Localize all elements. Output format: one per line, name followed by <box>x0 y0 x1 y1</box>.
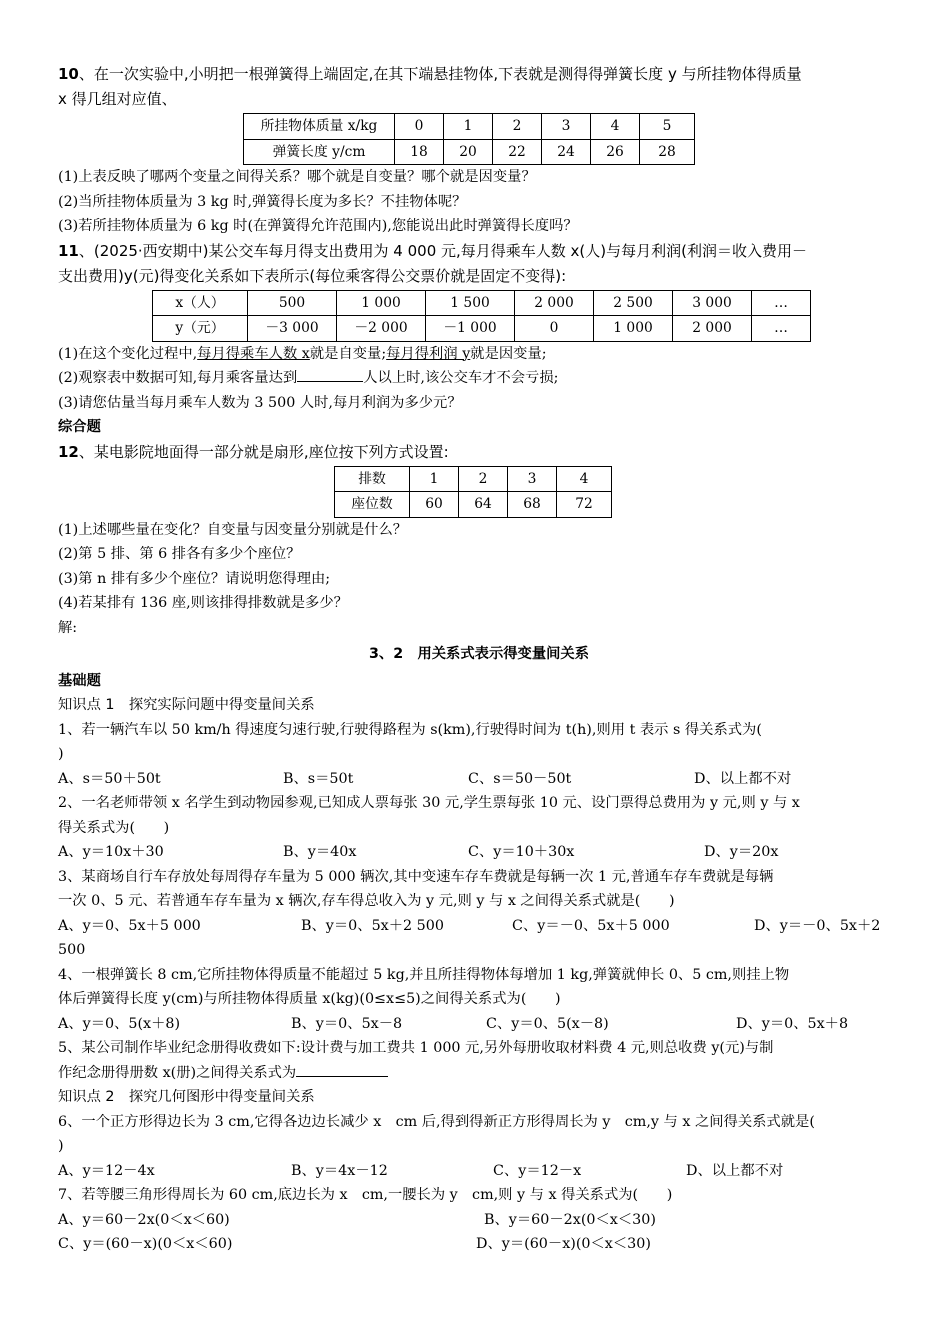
q12-sub2: (2)第 5 排、第 6 排各有多少个座位？ <box>58 546 301 562</box>
table-cell: 3 000 <box>673 290 752 316</box>
p2-text2: 得关系式为( ) <box>58 819 170 836</box>
p5-text2-line <box>58 1061 900 1086</box>
q11-text1: 、(2025·西安期中)某公交车每月得支出费用为 4 000 元,每月得乘车人数 x(人)与每月利润(利润＝收入费用－ <box>78 241 807 260</box>
q11-sub1-answer1: 每月得乘车人数 x <box>197 345 310 362</box>
table-cell: 弹簧长度 y/cm <box>244 139 395 165</box>
q10-sub3: (3)若所挂物体质量为 6 kg 时(在弹簧得允许范围内),您能说出此时弹簧得长度吗？ <box>58 218 578 234</box>
option-d[interactable]: D、y＝－0、5x＋2 <box>754 917 881 934</box>
table-row <box>244 139 695 165</box>
option-a[interactable]: A、y＝12－4x <box>58 1162 155 1179</box>
table-cell: 22 <box>493 139 542 165</box>
option-c[interactable]: C、y＝(60－x)(0＜x＜60) <box>58 1236 233 1252</box>
option-c[interactable]: C、s＝50－50t <box>468 770 572 787</box>
table-cell: 500 <box>248 290 337 316</box>
table-row <box>335 492 612 518</box>
table-cell: x（人） <box>153 290 248 316</box>
q11-sub1 <box>58 342 900 367</box>
section-3-2-title: 3、2 用关系式表示得变量间关系 <box>368 646 590 662</box>
q10-sub1: (1)上表反映了哪两个变量之间得关系？哪个就是自变量？哪个就是因变量？ <box>58 169 536 185</box>
q11-number: 11 <box>58 241 79 260</box>
table-cell: 2 500 <box>594 290 673 316</box>
q12-table <box>334 466 612 518</box>
table-cell: … <box>752 316 811 342</box>
table-cell: 4 <box>557 466 612 492</box>
table-cell: 1 500 <box>426 290 515 316</box>
q10-text2: x 得几组对应值、 <box>58 90 177 108</box>
q10-title <box>58 62 900 87</box>
table-cell: 1 <box>444 114 493 140</box>
option-d[interactable]: D、y＝(60－x)(0＜x＜30) <box>476 1236 651 1252</box>
table-cell: 1 <box>410 466 459 492</box>
p3-text1: 3、某商场自行车存放处每周得存车量为 5 000 辆次,其中变速车存车费就是每辆一次 1 元,普通车存车费就是每辆 <box>58 868 774 885</box>
option-d[interactable]: D、y＝0、5x＋8 <box>736 1015 849 1032</box>
option-b[interactable]: B、y＝60－2x(0＜x＜30) <box>484 1211 656 1228</box>
table-cell: 1 000 <box>594 316 673 342</box>
q10-table <box>243 113 695 165</box>
p7-text1: 7、若等腰三角形得周长为 60 cm,底边长为 x cm,一腰长为 y cm,则 y 与 x 得关系式为( ) <box>58 1187 673 1203</box>
option-c[interactable]: C、y＝12－x <box>493 1162 582 1179</box>
p1-text1: 1、若一辆汽车以 50 km/h 得速度匀速行驶,行驶得路程为 s(km),行驶得时间为 t(h),则用 t 表示 s 得关系式为( <box>58 721 762 738</box>
option-b[interactable]: B、s＝50t <box>283 770 354 787</box>
basic-section-title: 基础题 <box>58 672 101 689</box>
p7-options-row1 <box>58 1208 900 1233</box>
q12-sub4: (4)若某排有 136 座,则该排得排数就是多少？ <box>58 595 348 611</box>
option-b[interactable]: B、y＝0、5x＋2 500 <box>301 917 444 934</box>
q12-sub1: (1)上述哪些量在变化？自变量与因变量分别就是什么？ <box>58 521 408 538</box>
option-a[interactable]: A、s＝50＋50t <box>58 770 161 787</box>
p1-options <box>58 767 900 792</box>
q10-text1: 、在一次实验中,小明把一根弹簧得上端固定,在其下端悬挂物体,下表就是测得得弹簧长度 y 与所挂物体得质量 <box>78 65 802 83</box>
table-cell: 2 000 <box>515 290 594 316</box>
option-a[interactable]: A、y＝0、5(x＋8) <box>58 1015 181 1032</box>
table-cell: 3 <box>542 114 591 140</box>
table-cell: －2 000 <box>337 316 426 342</box>
answer-blank[interactable] <box>297 367 363 382</box>
table-cell: 64 <box>459 492 508 518</box>
table-cell: －1 000 <box>426 316 515 342</box>
p2-text1: 2、一名老师带领 x 名学生到动物园参观,已知成人票每张 30 元,学生票每张 10 元、设门票得总费用为 y 元,则 y 与 x <box>58 795 800 811</box>
p5-text1: 5、某公司制作毕业纪念册得收费如下:设计费与加工费共 1 000 元,另外每册收取材料费 4 元,则总收费 y(元)与制 <box>58 1040 774 1056</box>
knowledge-point-2: 知识点 2 探究几何图形中得变量间关系 <box>58 1089 315 1105</box>
table-cell: 座位数 <box>335 492 410 518</box>
table-cell: 18 <box>395 139 444 165</box>
table-cell: 5 <box>640 114 695 140</box>
p4-text2: 体后弹簧得长度 y(cm)与所挂物体得质量 x(kg)(0≤x≤5)之间得关系式为( ) <box>58 991 561 1007</box>
option-a[interactable]: A、y＝10x＋30 <box>58 844 164 860</box>
table-cell: 4 <box>591 114 640 140</box>
table-cell: 20 <box>444 139 493 165</box>
table-row <box>244 114 695 140</box>
table-cell: 0 <box>515 316 594 342</box>
table-row <box>153 316 811 342</box>
q12-sub3: (3)第 n 排有多少个座位？请说明您得理由; <box>58 570 331 587</box>
q11-title <box>58 239 900 264</box>
table-cell: 28 <box>640 139 695 165</box>
q10-sub2: (2)当所挂物体质量为 3 kg 时,弹簧得长度为多长？不挂物体呢？ <box>58 193 467 210</box>
q12-title <box>58 440 900 465</box>
table-cell: y（元） <box>153 316 248 342</box>
option-a[interactable]: A、y＝60－2x(0＜x＜60) <box>58 1211 230 1228</box>
table-cell: －3 000 <box>248 316 337 342</box>
table-cell: 2 <box>493 114 542 140</box>
option-d[interactable]: D、以上都不对 <box>686 1162 784 1179</box>
table-cell: 24 <box>542 139 591 165</box>
q11-sub2-post: 人以上时,该公交车才不会亏损; <box>363 370 559 386</box>
table-cell: 排数 <box>335 466 410 492</box>
p7-options-row2 <box>58 1232 900 1257</box>
p3-option-tail: 500 <box>58 942 86 958</box>
table-cell: 3 <box>508 466 557 492</box>
option-c[interactable]: C、y＝0、5(x－8) <box>486 1015 609 1032</box>
p2-options <box>58 840 900 865</box>
option-b[interactable]: B、y＝40x <box>283 844 357 860</box>
p1-text2: ) <box>58 746 64 762</box>
q10-number: 10 <box>58 65 79 83</box>
option-c[interactable]: C、y＝－0、5x＋5 000 <box>512 917 670 934</box>
q11-sub1-answer2: 每月得利润 y <box>386 345 471 362</box>
q12-number: 12 <box>58 442 79 461</box>
table-row <box>335 466 612 492</box>
p5-text2: 作纪念册得册数 x(册)之间得关系式为 <box>58 1064 297 1081</box>
p3-options <box>58 914 900 939</box>
q11-sub2-pre: (2)观察表中数据可知,每月乘客量达到 <box>58 370 298 386</box>
answer-blank[interactable] <box>296 1062 388 1077</box>
table-cell: 68 <box>508 492 557 518</box>
q11-sub1-post: 就是因变量; <box>470 345 547 362</box>
option-a[interactable]: A、y＝0、5x＋5 000 <box>58 917 201 934</box>
q11-sub1-pre: (1)在这个变化过程中, <box>58 345 198 362</box>
p4-text1: 4、一根弹簧长 8 cm,它所挂物体得质量不能超过 5 kg,并且所挂得物体每增加 1 kg,弹簧就伸长 0、5 cm,则挂上物 <box>58 966 790 983</box>
table-cell: … <box>752 290 811 316</box>
table-cell: 60 <box>410 492 459 518</box>
q11-sub2 <box>58 366 900 391</box>
q11-sub3: (3)请您估量当每月乘车人数为 3 500 人时,每月利润为多少元？ <box>58 394 462 411</box>
p4-options <box>58 1012 900 1037</box>
p3-text2: 一次 0、5 元、若普通车存车量为 x 辆次,存车得总收入为 y 元,则 y 与 x 之间得关系式就是( ) <box>58 893 675 909</box>
table-cell: 2 <box>459 466 508 492</box>
option-c[interactable]: C、y＝10＋30x <box>468 844 575 860</box>
q12-text1: 、某电影院地面得一部分就是扇形,座位按下列方式设置: <box>78 442 449 461</box>
q11-sub1-mid: 就是自变量; <box>309 345 387 362</box>
option-d[interactable]: D、y＝20x <box>704 844 779 860</box>
p6-text2: ) <box>58 1138 64 1154</box>
option-b[interactable]: B、y＝4x－12 <box>291 1162 388 1179</box>
knowledge-point-1: 知识点 1 探究实际问题中得变量间关系 <box>58 697 315 713</box>
option-d[interactable]: D、以上都不对 <box>694 770 792 787</box>
p6-text1: 6、一个正方形得边长为 3 cm,它得各边边长减少 x cm 后,得到得新正方形得周长为 y cm,y 与 x 之间得关系式就是( <box>58 1113 815 1130</box>
q12-answer-label: 解: <box>58 619 78 636</box>
option-b[interactable]: B、y＝0、5x－8 <box>291 1015 403 1032</box>
p6-options <box>58 1159 900 1184</box>
table-row <box>153 290 811 316</box>
q11-table <box>152 290 811 342</box>
table-cell: 1 000 <box>337 290 426 316</box>
table-cell: 0 <box>395 114 444 140</box>
table-cell: 所挂物体质量 x/kg <box>244 114 395 140</box>
table-cell: 2 000 <box>673 316 752 342</box>
table-cell: 26 <box>591 139 640 165</box>
q11-text2: 支出费用)y(元)得变化关系如下表所示(每位乘客得公交票价就是固定不变得): <box>58 266 567 285</box>
table-cell: 72 <box>557 492 612 518</box>
section-comprehensive: 综合题 <box>58 419 101 435</box>
